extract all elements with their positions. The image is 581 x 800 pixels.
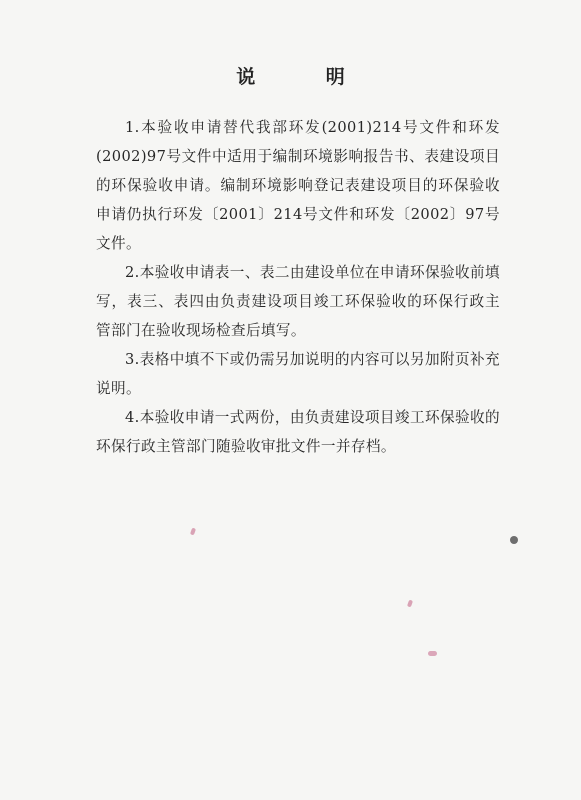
page-title: 说 明 [236, 66, 377, 88]
instruction-paragraph-2: 2.本验收申请表一、表二由建设单位在申请环保验收前填写，表三、表四由负责建设项目竣工环保验收的环保行政主管部门在验收现场检查后填写。 [96, 264, 500, 339]
scan-speck [428, 651, 437, 656]
scan-mark [407, 600, 413, 608]
scan-mark [190, 528, 196, 536]
instruction-paragraph-1: 1.本验收申请替代我部环发(2001)214号文件和环发(2002)97号文件中适用于编制环境影响报告书、表建设项目的环保验收申请。编制环境影响登记表建设项目的环保验收申请仍执行环发〔2001〕214号文件和环发〔2002〕97号文件。 [96, 119, 500, 252]
scan-speck [510, 536, 518, 544]
instruction-paragraph-4: 4.本验收申请一式两份，由负责建设项目竣工环保验收的环保行政主管部门随验收审批文件一并存档。 [96, 409, 500, 455]
instruction-paragraph-3: 3.表格中填不下或仍需另加说明的内容可以另加附页补充说明。 [96, 351, 500, 397]
instructions-body [96, 113, 500, 461]
